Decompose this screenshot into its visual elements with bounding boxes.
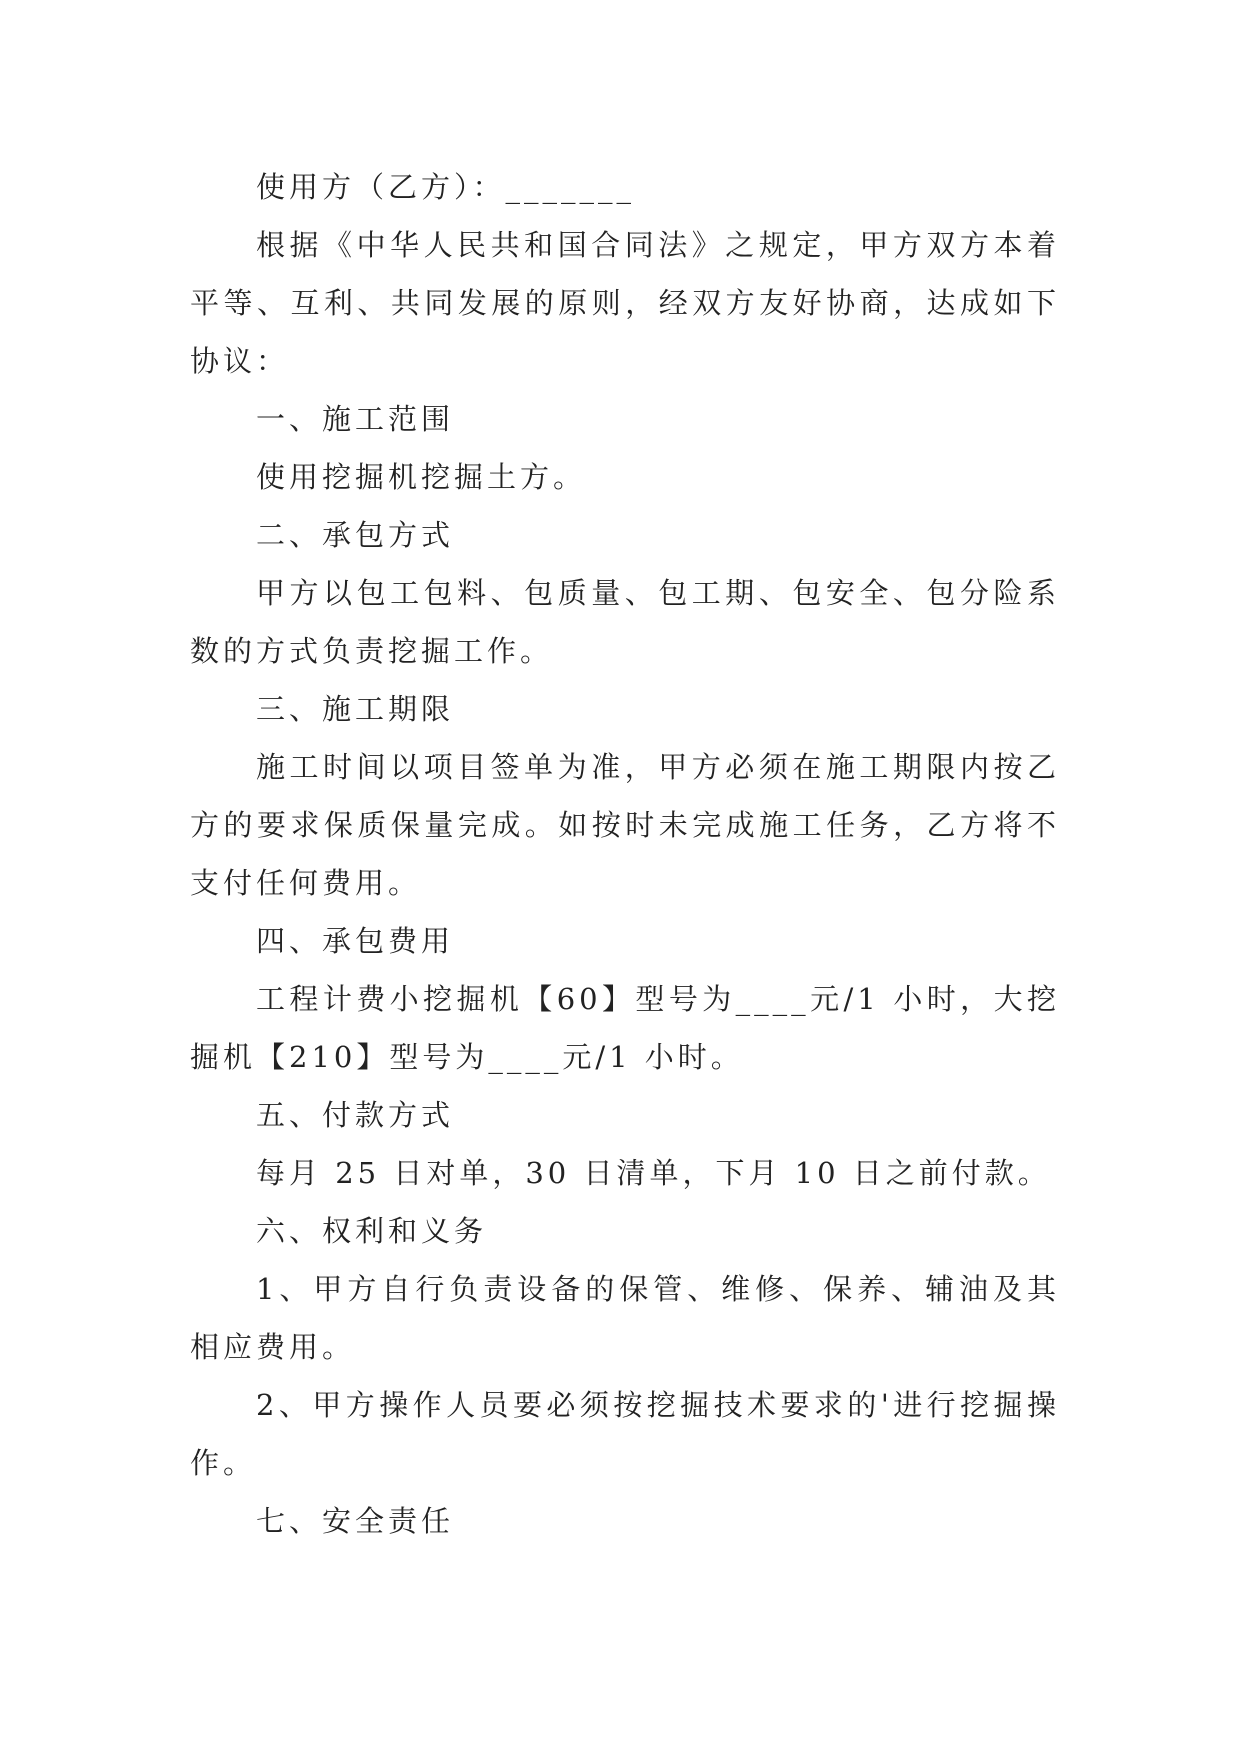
term-paragraph: 施工时间以项目签单为准，甲方必须在施工期限内按乙方的要求保质保量完成。如按时未完成施工任务，乙方将不支付任何费用。 — [190, 750, 1060, 900]
rights-item-2: 2、甲方操作人员要必须按挖掘技术要求的'进行挖掘操作。 — [190, 1388, 1060, 1480]
user-party-line: 使用方（乙方）：_______ — [256, 170, 636, 204]
preamble-paragraph: 根据《中华人民共和国合同法》之规定，甲方双方本着平等、互利、共同发展的原则，经双方友好协商，达成如下协议： — [190, 228, 1060, 378]
rights-item-1: 1、甲方自行负责设备的保管、维修、保养、辅油及其相应费用。 — [190, 1272, 1060, 1364]
section-heading-payment: 五、付款方式 — [256, 1098, 455, 1132]
fees-paragraph: 工程计费小挖掘机【60】型号为____元/1 小时，大挖掘机【210】型号为____元/1 小时。 — [190, 982, 1060, 1074]
scope-paragraph: 使用挖掘机挖掘土方。 — [256, 460, 587, 494]
section-heading-fees: 四、承包费用 — [256, 924, 455, 958]
section-heading-term: 三、施工期限 — [256, 692, 455, 726]
section-heading-scope: 一、施工范围 — [256, 402, 455, 436]
contract-method-paragraph: 甲方以包工包料、包质量、包工期、包安全、包分险系数的方式负责挖掘工作。 — [190, 576, 1060, 668]
section-heading-safety: 七、安全责任 — [256, 1504, 455, 1538]
section-heading-rights: 六、权利和义务 — [256, 1214, 488, 1248]
document-body — [190, 158, 1060, 1550]
section-heading-contract-method: 二、承包方式 — [256, 518, 455, 552]
payment-paragraph: 每月 25 日对单，30 日清单，下月 10 日之前付款。 — [256, 1156, 1051, 1190]
